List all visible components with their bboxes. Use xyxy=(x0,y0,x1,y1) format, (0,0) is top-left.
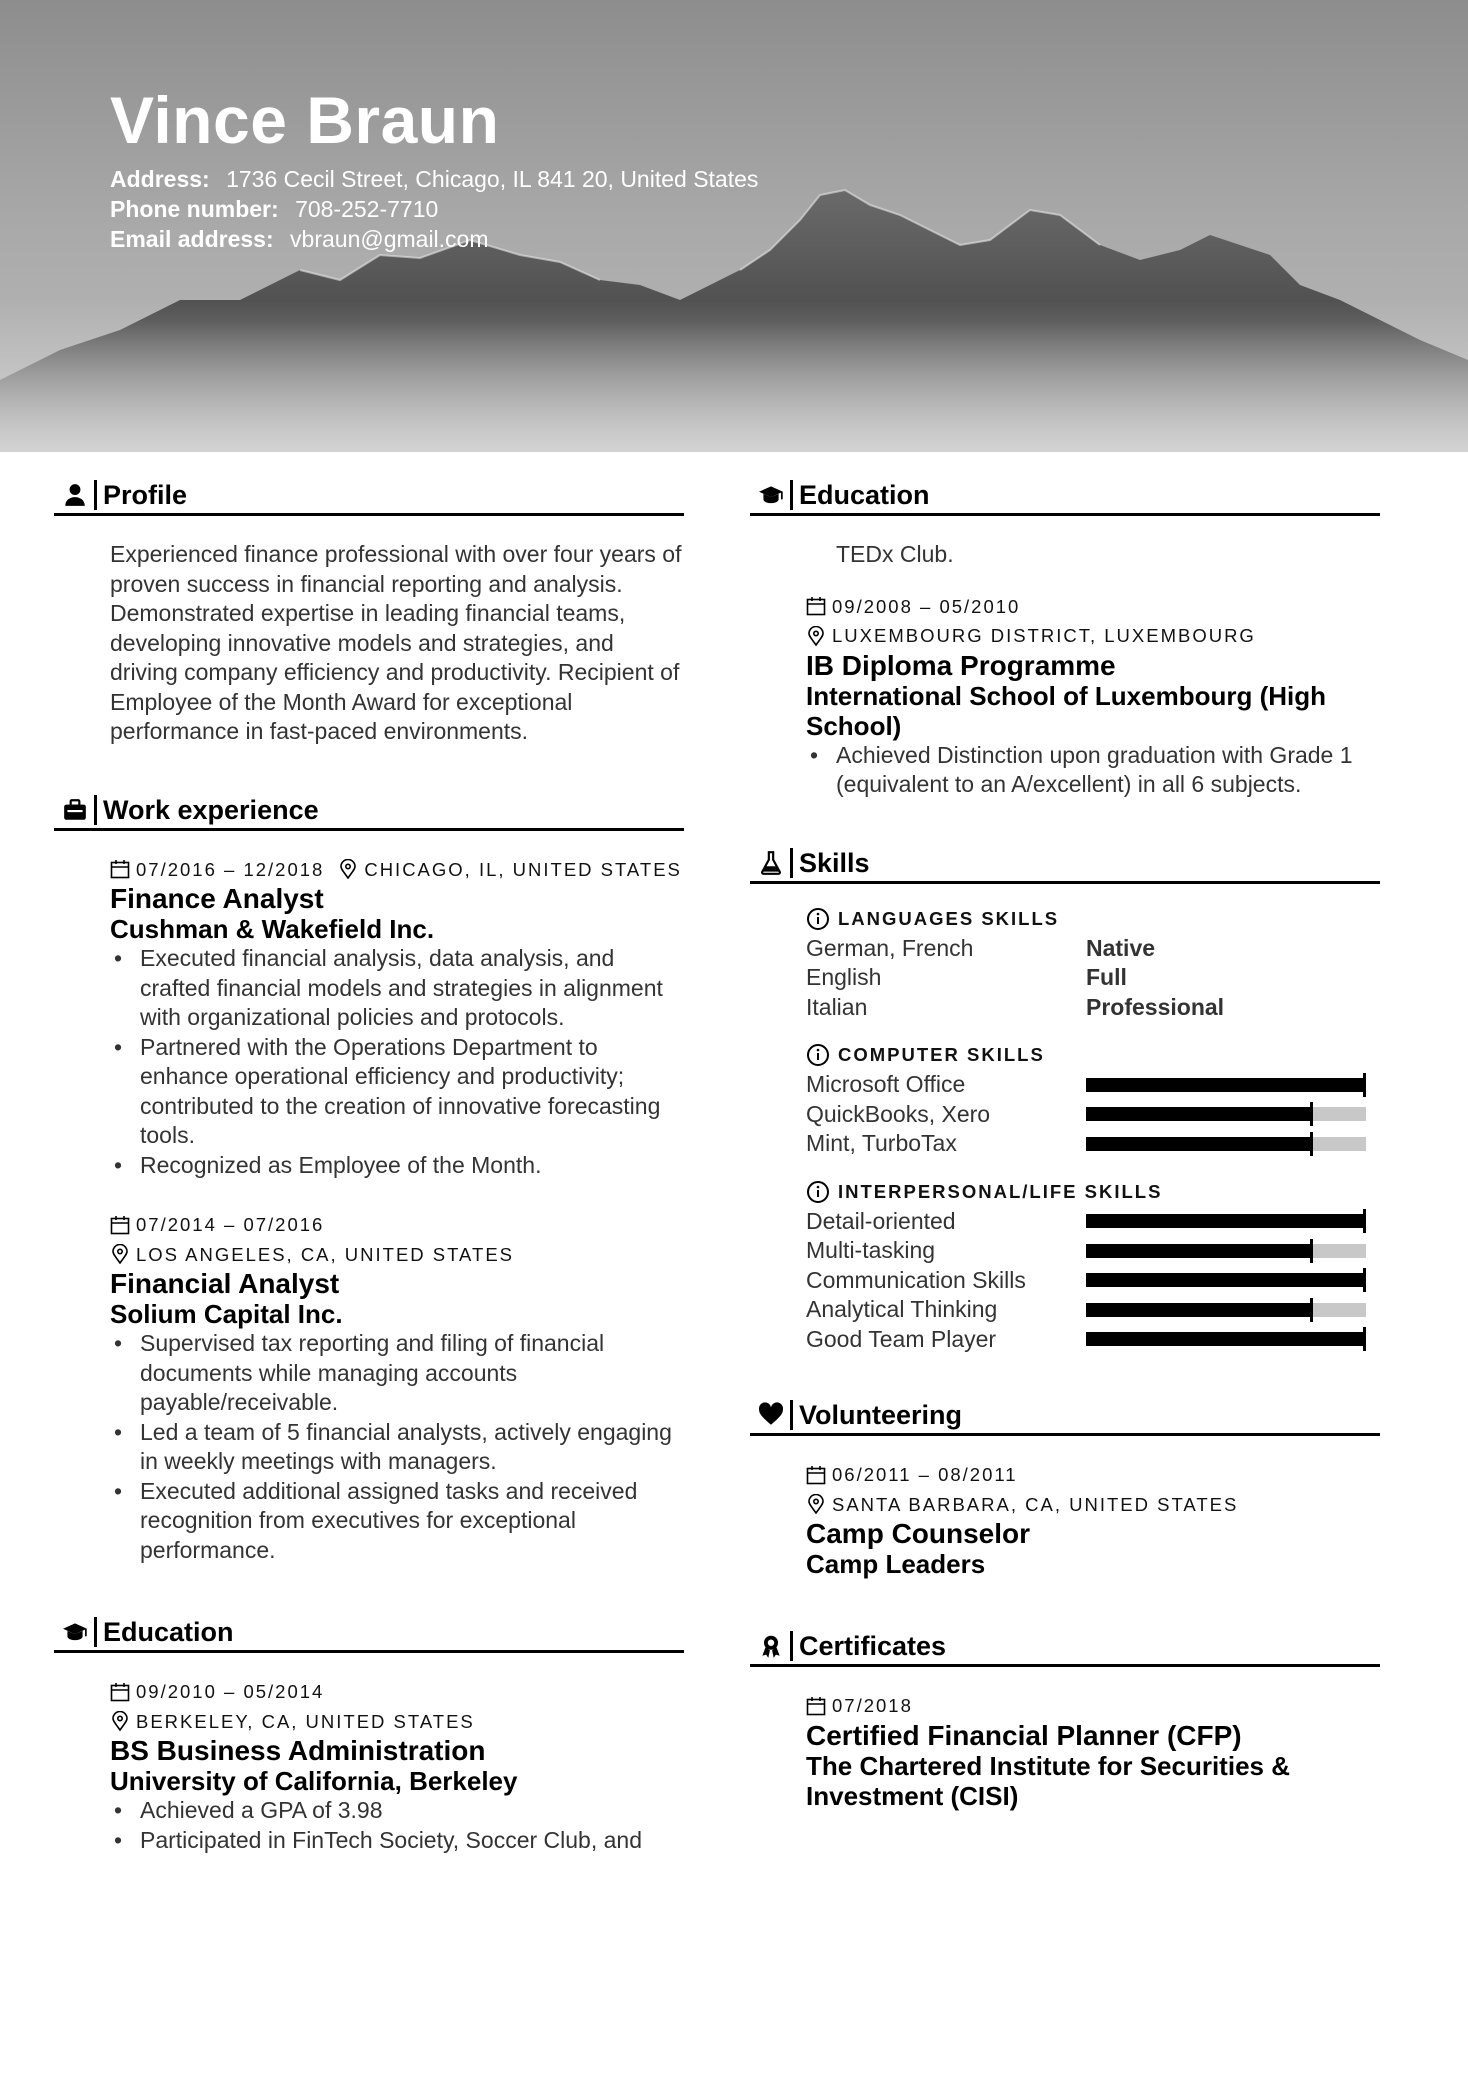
certificate-name: Certified Financial Planner (CFP) xyxy=(806,1719,1242,1751)
location-pin-icon xyxy=(110,1711,130,1731)
job-entry xyxy=(110,1210,684,1565)
skill-bar xyxy=(1086,1107,1366,1121)
volunteering-location: SANTA BARBARA, CA, UNITED STATES xyxy=(832,1493,1239,1515)
interpersonal-skill-row xyxy=(806,1207,1380,1237)
skill-bar-fill xyxy=(1086,1137,1310,1151)
heading-bar xyxy=(94,795,97,825)
skill-bar-cap xyxy=(1363,1073,1366,1097)
location-pin-icon xyxy=(806,626,826,646)
education-meta xyxy=(110,1677,684,1707)
skill-bar xyxy=(1086,1303,1366,1317)
education-meta xyxy=(806,592,1380,622)
certificate-issuer: The Chartered Institute for Securities & Investment (CISI) xyxy=(806,1750,1290,1811)
computer-skill-row xyxy=(806,1070,1380,1100)
volunteering-title: Volunteering xyxy=(799,1400,963,1430)
job-role: Finance Analyst xyxy=(110,883,324,914)
skill-bar-fill xyxy=(1086,1273,1366,1287)
languages-category xyxy=(806,904,1380,934)
skill-bar-cap xyxy=(1310,1132,1313,1156)
address-value: 1736 Cecil Street, Chicago, IL 841 20, United States xyxy=(226,166,759,192)
skills-title: Skills xyxy=(799,847,870,878)
certificate-entry xyxy=(806,1691,1380,1811)
education-bullets xyxy=(806,741,1380,800)
language-row xyxy=(806,993,1380,1023)
bullet-item: • Executed additional assigned tasks and received recognition from executives for exceptional performance. xyxy=(110,1477,684,1566)
skills-section xyxy=(750,846,1380,1355)
skill-bar xyxy=(1086,1244,1366,1258)
language-name: Italian xyxy=(806,993,868,1020)
education-section-right xyxy=(750,478,1380,800)
computer-title: COMPUTER SKILLS xyxy=(838,1044,1045,1065)
language-name: English xyxy=(806,964,882,990)
phone-value[interactable]: 708-252-7710 xyxy=(295,196,439,222)
certificates-heading xyxy=(750,1629,1380,1667)
volunteering-role: Camp Counselor xyxy=(806,1518,1031,1549)
location-pin-icon xyxy=(338,859,358,879)
volunteering-org: Camp Leaders xyxy=(806,1549,986,1579)
profile-section xyxy=(54,478,684,747)
language-name: German, French xyxy=(806,934,974,961)
skill-bar xyxy=(1086,1137,1366,1151)
volunteering-meta xyxy=(806,1460,1380,1490)
computer-skill-row xyxy=(806,1129,1380,1159)
volunteering-section xyxy=(750,1398,1380,1579)
certificate-meta xyxy=(806,1691,1380,1721)
email-line xyxy=(110,224,758,254)
candidate-name: Vince Braun xyxy=(110,83,500,157)
education-location: LUXEMBOURG DISTRICT, LUXEMBOURG xyxy=(832,625,1256,646)
calendar-icon xyxy=(110,859,130,879)
bullet-item: • Executed financial analysis, data analysis, and crafted financial models and strategies in alignment with organizational policies and protocols. xyxy=(110,944,684,1033)
skill-bar-fill xyxy=(1086,1244,1310,1258)
heading-bar xyxy=(790,1400,793,1430)
education-section-left xyxy=(54,1615,684,1855)
skill-bar-fill xyxy=(1086,1214,1366,1228)
skill-bar xyxy=(1086,1214,1366,1228)
education-dates: 09/2010 – 05/2014 xyxy=(136,1681,325,1702)
language-row xyxy=(806,934,1380,964)
graduation-cap-icon xyxy=(60,1617,90,1647)
job-location-line xyxy=(110,1240,684,1270)
certificates-section xyxy=(750,1629,1380,1811)
languages-title: LANGUAGES SKILLS xyxy=(838,907,1060,929)
computer-category xyxy=(806,1040,1380,1070)
language-level: Native xyxy=(1086,934,1156,961)
skill-name: QuickBooks, Xero xyxy=(806,1100,991,1127)
skill-name: Detail-oriented xyxy=(806,1207,956,1234)
person-icon xyxy=(60,480,90,510)
profile-text: Experienced finance professional with over four years of proven success in financial reporting and analysis. Demonstrated expertise in leading financial teams, developing innovative models and strategies, and driving company efficiency and productivity. Recipient of Employee of the Month Award for exceptional performance in fast-paced environments. xyxy=(110,541,682,744)
interpersonal-category xyxy=(806,1177,1380,1207)
bullet-item: • Achieved Distinction upon graduation with Grade 1 (equivalent to an A/excellent) in all 6 subjects. xyxy=(806,741,1380,800)
volunteering-heading xyxy=(750,1398,1380,1436)
calendar-icon xyxy=(110,1682,130,1702)
skill-bar xyxy=(1086,1078,1366,1092)
certificates-title: Certificates xyxy=(799,1631,947,1661)
email-value[interactable]: vbraun@gmail.com xyxy=(290,226,489,252)
calendar-icon xyxy=(806,596,826,616)
skill-name: Communication Skills xyxy=(806,1266,1026,1293)
info-icon xyxy=(806,1043,830,1067)
bullet-item: • Supervised tax reporting and filing of financial documents while managing accounts payable/receivable. xyxy=(110,1329,684,1418)
skill-bar-cap xyxy=(1310,1102,1313,1126)
heart-icon xyxy=(756,1400,786,1430)
interpersonal-skill-row xyxy=(806,1236,1380,1266)
heading-bar xyxy=(94,480,97,510)
skill-bar-fill xyxy=(1086,1107,1310,1121)
header-banner xyxy=(0,0,1468,452)
language-level: Professional xyxy=(1086,993,1225,1020)
skill-bar-fill xyxy=(1086,1303,1310,1317)
flask-icon xyxy=(756,848,786,878)
education-dates: 09/2008 – 05/2010 xyxy=(832,595,1021,617)
skill-name: Good Team Player xyxy=(806,1325,997,1352)
language-row xyxy=(806,963,1380,993)
skill-bar-cap xyxy=(1363,1327,1366,1351)
job-location: LOS ANGELES, CA, UNITED STATES xyxy=(136,1243,515,1265)
job-location: CHICAGO, IL, UNITED STATES xyxy=(364,858,682,880)
work-title: Work experience xyxy=(103,794,319,825)
skill-bar-cap xyxy=(1310,1239,1313,1263)
education-heading xyxy=(54,1615,684,1653)
education-degree: BS Business Administration xyxy=(110,1735,486,1766)
skill-name: Microsoft Office xyxy=(806,1071,966,1097)
profile-heading xyxy=(54,478,684,516)
volunteering-entry xyxy=(806,1460,1380,1579)
interpersonal-skill-row xyxy=(806,1325,1380,1355)
bullet-item: • Participated in FinTech Society, Soccer Club, and xyxy=(110,1826,684,1856)
address-line xyxy=(110,164,758,194)
interpersonal-title: INTERPERSONAL/LIFE SKILLS xyxy=(838,1180,1163,1202)
education-heading xyxy=(750,478,1380,516)
skill-name: Multi-tasking xyxy=(806,1237,936,1263)
education-location-line xyxy=(806,621,1380,651)
phone-label: Phone number: xyxy=(110,196,279,222)
job-role: Financial Analyst xyxy=(110,1268,340,1299)
work-heading xyxy=(54,793,684,831)
computer-skill-row xyxy=(806,1100,1380,1130)
education-school: International School of Luxembourg (High School) xyxy=(806,680,1326,741)
profile-title: Profile xyxy=(103,480,188,510)
skill-bar-fill xyxy=(1086,1078,1366,1092)
job-dates: 07/2014 – 07/2016 xyxy=(136,1214,325,1235)
info-icon xyxy=(806,907,830,931)
calendar-icon xyxy=(806,1465,826,1485)
education-entry xyxy=(110,1677,684,1855)
interpersonal-skill-row xyxy=(806,1295,1380,1325)
education-title: Education xyxy=(103,1617,234,1647)
bullet-item: • Recognized as Employee of the Month. xyxy=(110,1151,684,1181)
volunteering-dates: 06/2011 – 08/2011 xyxy=(832,1464,1018,1485)
location-pin-icon xyxy=(110,1244,130,1264)
education-degree: IB Diploma Programme xyxy=(806,649,1116,681)
education-location: BERKELEY, CA, UNITED STATES xyxy=(136,1710,475,1732)
volunteering-location-line xyxy=(806,1490,1380,1520)
skill-bar-fill xyxy=(1086,1332,1366,1346)
address-label: Address: xyxy=(110,166,210,192)
job-meta xyxy=(110,1210,684,1240)
job-meta xyxy=(110,855,684,885)
work-section xyxy=(54,793,684,1566)
bullet-item: • Achieved a GPA of 3.98 xyxy=(110,1796,684,1826)
skill-name: Mint, TurboTax xyxy=(806,1130,957,1156)
bullet-item: • Led a team of 5 financial analysts, actively engaging in weekly meetings with managers. xyxy=(110,1418,684,1477)
job-bullets xyxy=(110,1329,684,1565)
education-bullets xyxy=(110,1796,684,1855)
skill-bar-cap xyxy=(1310,1298,1313,1322)
job-entry xyxy=(110,855,684,1181)
calendar-icon xyxy=(110,1215,130,1235)
right-column xyxy=(750,478,1380,1811)
left-column xyxy=(54,478,684,1855)
education-continuation: TEDx Club. xyxy=(836,541,954,567)
certificate-date: 07/2018 xyxy=(832,1695,913,1716)
skill-bar xyxy=(1086,1273,1366,1287)
skills-heading xyxy=(750,846,1380,884)
heading-bar xyxy=(790,1631,793,1661)
job-bullets xyxy=(110,944,684,1180)
email-label: Email address: xyxy=(110,226,274,252)
briefcase-icon xyxy=(60,795,90,825)
skill-bar-cap xyxy=(1363,1209,1366,1233)
skill-bar-cap xyxy=(1363,1268,1366,1292)
phone-line xyxy=(110,194,758,224)
skill-bar xyxy=(1086,1332,1366,1346)
job-company: Solium Capital Inc. xyxy=(110,1299,343,1329)
language-level: Full xyxy=(1086,964,1127,990)
education-school: University of California, Berkeley xyxy=(110,1766,518,1796)
skill-name: Analytical Thinking xyxy=(806,1296,998,1322)
location-pin-icon xyxy=(806,1494,826,1514)
job-company: Cushman & Wakefield Inc. xyxy=(110,914,435,944)
heading-bar xyxy=(94,1617,97,1647)
interpersonal-skill-row xyxy=(806,1266,1380,1296)
job-dates: 07/2016 – 12/2018 xyxy=(136,858,325,880)
award-icon xyxy=(756,1631,786,1661)
graduation-cap-icon xyxy=(756,480,786,510)
education-title: Education xyxy=(799,480,930,510)
heading-bar xyxy=(790,848,793,878)
info-icon xyxy=(806,1180,830,1204)
bullet-item: • Partnered with the Operations Department to enhance operational efficiency and productivity; contributed to the creation of innovative forecasting tools. xyxy=(110,1033,684,1151)
education-entry xyxy=(806,592,1380,800)
calendar-icon xyxy=(806,1696,826,1716)
heading-bar xyxy=(790,480,793,510)
education-location-line xyxy=(110,1707,684,1737)
